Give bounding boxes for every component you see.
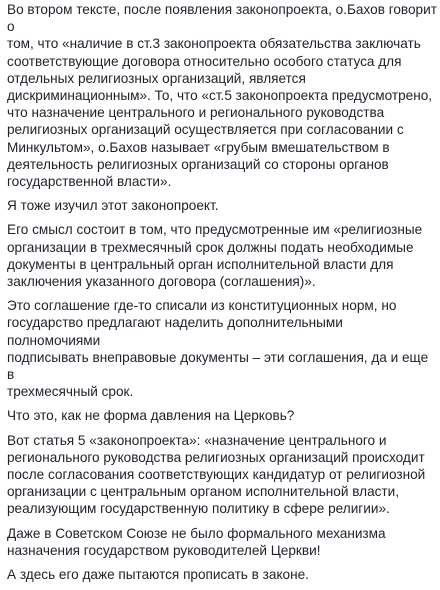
post-paragraph-4: Это соглашение где-то списали из конституционных норм, но государство предлагают наделить дополнительными полномочиями подписывать внеправовые документы – эти соглашения, да и еще в трехмесячный срок. — [7, 298, 429, 400]
post-paragraph-7: Даже в Советском Союзе не было формального механизма назначения государством руководителей Церкви! — [7, 525, 386, 558]
post-body — [7, 1, 437, 590]
post-paragraph-1: Во втором тексте, после появления законопроекта, о.Бахов говорит о том, что «наличие в ст.3 законопроекта обязательства заключать соответствующие договора относительно особого статуса для отдельных религиозных организаций, является дискриминационным». То, что «ст.5 законопроекта предусмотрено, что назначение центрального и регионального руководства религиозных организаций осуществляется при согласовании с Минкультом», о.Бахов называет «грубым вмешательством в деятельность религиозных организаций со стороны органов государственной власти». — [7, 2, 437, 190]
post-paragraph-8: А здесь его даже пытаются прописать в законе. — [7, 567, 309, 583]
post-paragraph-5: Что это, как не форма давления на Церковь? — [7, 408, 295, 424]
post-paragraph-6: Вот статья 5 «законопроекта»: «назначение центрального и регионального руководства религиозных организаций происходит после согласования соответствующих кандидатур от религиозной организации с центральным органом исполнительной власти, реализующим государственную политику в сфере религии». — [7, 432, 426, 517]
post-paragraph-2: Я тоже изучил этот законопроект. — [7, 198, 219, 214]
post-paragraph-3: Его смысл состоит в том, что предусмотренные им «религиозные организации в трехмесячный срок должны подать необходимые документы в центральный орган исполнительной власти для заключения указанного договора (соглашения)». — [7, 222, 423, 290]
